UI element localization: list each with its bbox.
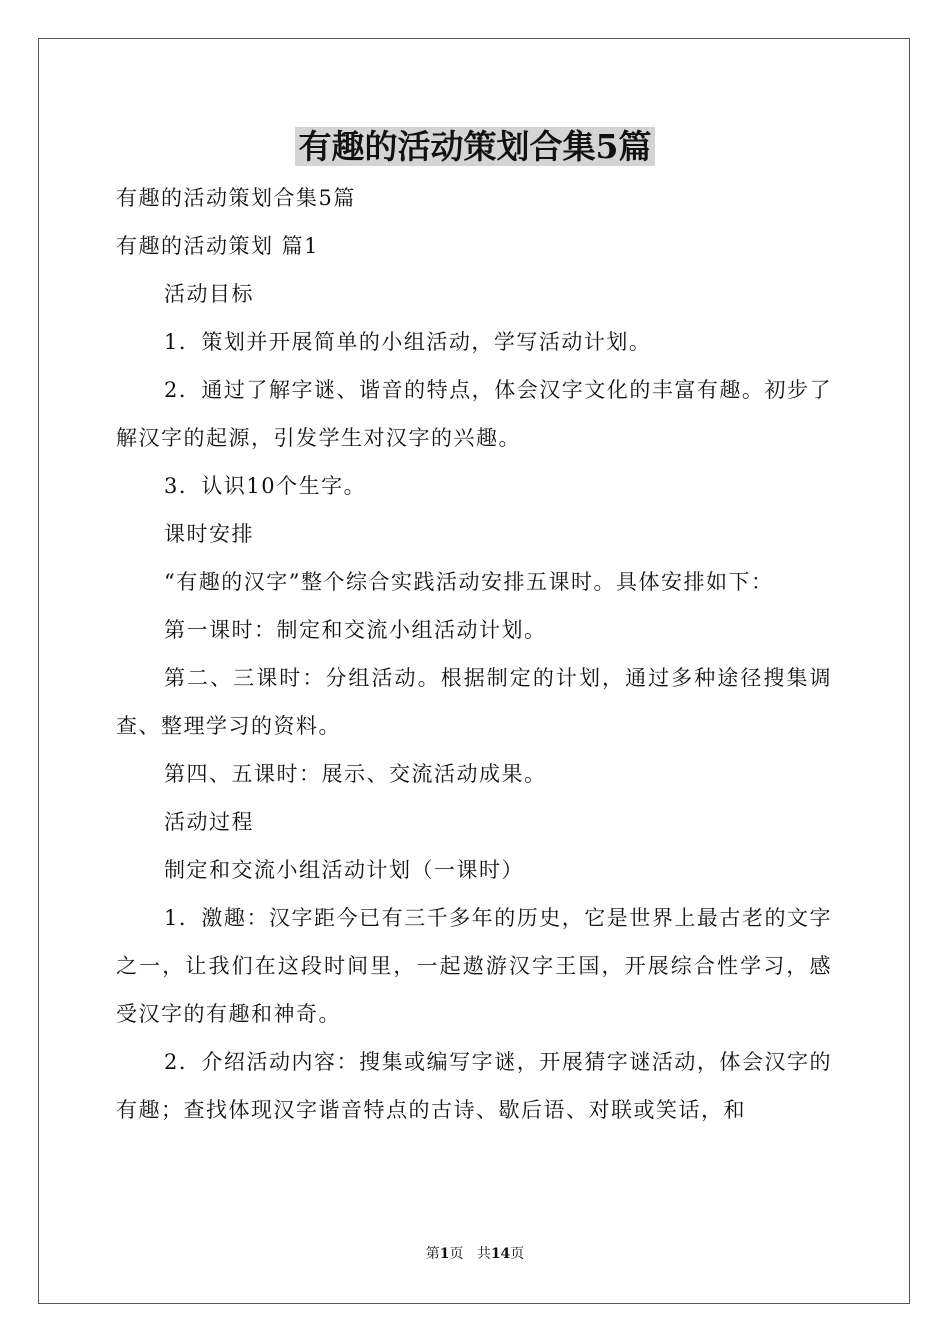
paragraph-process-subheading: 制定和交流小组活动计划（一课时） [164, 858, 524, 882]
paragraph-goal-3: 3．认识10个生字。 [164, 474, 367, 498]
paragraph-process-1: 1．激趣：汉字距今已有三千多年的历史，它是世界上最古老的文字之一，让我们在这段时间里，一起遨游汉字王国，开展综合性学习，感受汉字的有趣和神奇。 [116, 906, 832, 1026]
document-subtitle: 有趣的活动策划合集5篇 [116, 186, 356, 210]
paragraph-heading-process: 活动过程 [164, 810, 254, 834]
paragraph-schedule-intro: “有趣的汉字”整个综合实践活动安排五课时。具体安排如下： [164, 570, 774, 594]
footer-total-suffix: 页 [510, 1246, 525, 1262]
document-body [116, 174, 832, 1134]
footer-page-number: 1 [439, 1246, 450, 1262]
paragraph-heading-schedule: 课时安排 [164, 522, 254, 546]
document-title-text: 有趣的活动策划合集5篇 [295, 127, 656, 166]
page-footer [0, 1244, 950, 1264]
paragraph-goal-2: 2．通过了解字谜、谐音的特点，体会汉字文化的丰富有趣。初步了解汉字的起源，引发学生对汉字的兴趣。 [116, 378, 832, 450]
paragraph-heading-goals: 活动目标 [164, 282, 254, 306]
paragraph-goal-1: 1．策划并开展简单的小组活动，学写活动计划。 [164, 330, 652, 354]
footer-total-pages: 14 [490, 1246, 511, 1262]
document-title [0, 124, 950, 170]
footer-total-prefix: 共 [476, 1246, 491, 1262]
paragraph-lesson-4-5: 第四、五课时：展示、交流活动成果。 [164, 762, 547, 786]
footer-page-prefix: 第 [425, 1246, 440, 1262]
paragraph-process-2: 2．介绍活动内容：搜集或编写字谜，开展猜字谜活动，体会汉字的有趣；查找体现汉字谐音特点的古诗、歇后语、对联或笑话，和 [116, 1050, 832, 1122]
footer-page-suffix: 页 [449, 1246, 464, 1262]
section-heading: 有趣的活动策划 篇1 [116, 234, 320, 258]
paragraph-lesson-1: 第一课时：制定和交流小组活动计划。 [164, 618, 547, 642]
paragraph-lesson-2-3: 第二、三课时：分组活动。根据制定的计划，通过多种途径搜集调查、整理学习的资料。 [116, 666, 832, 738]
